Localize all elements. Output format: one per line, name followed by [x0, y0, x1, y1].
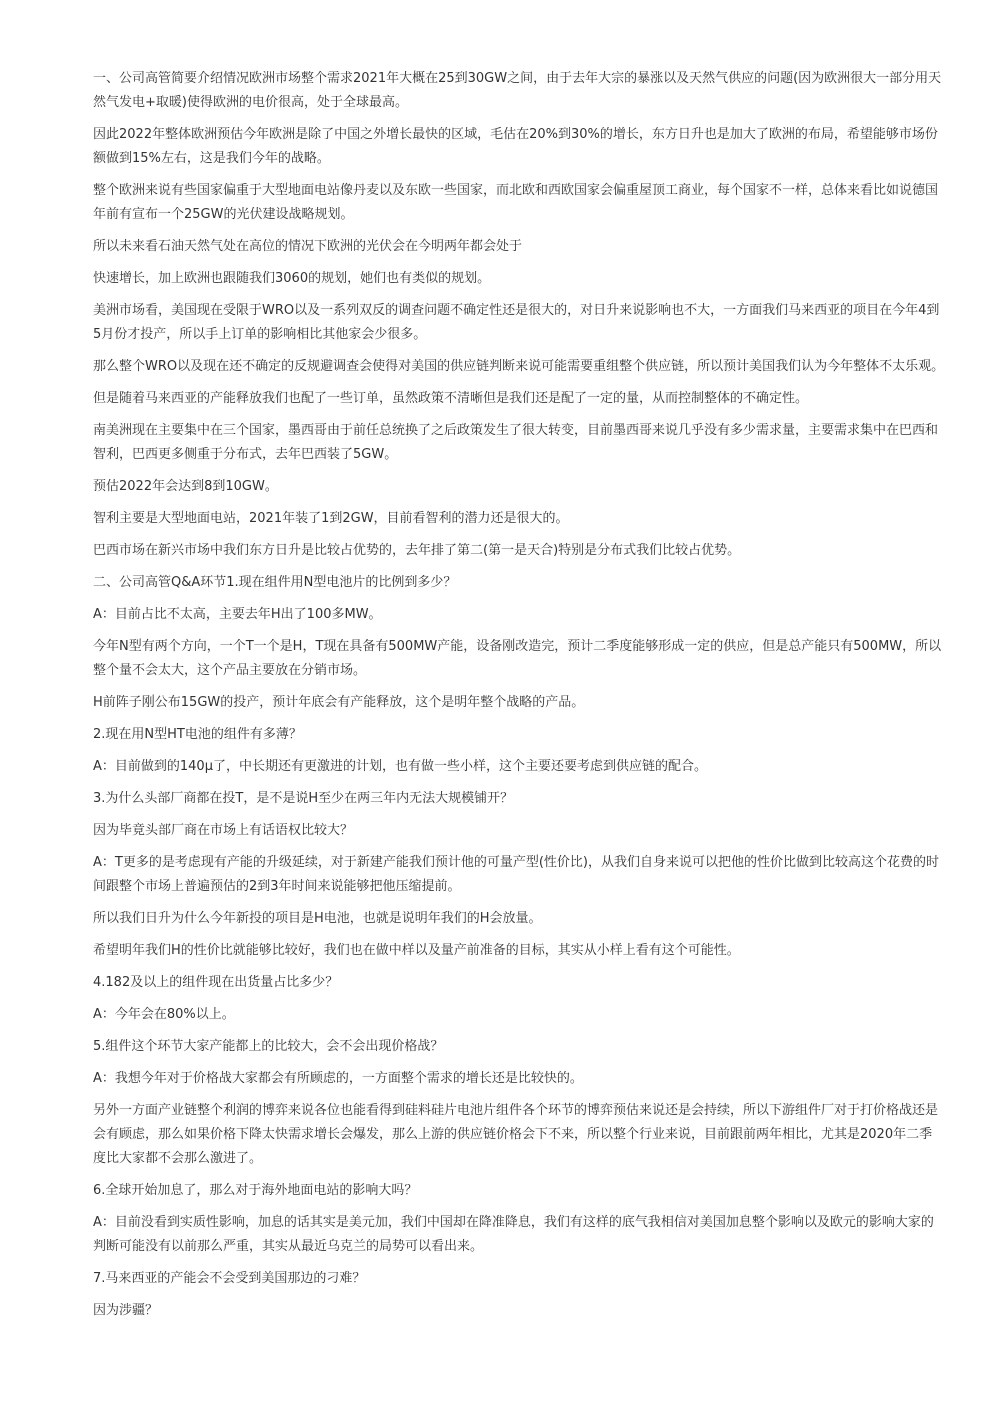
answer-1: A：目前占比不太高，主要去年H出了100多MW。 [93, 607, 382, 622]
question-3: 3.为什么头部厂商都在投T，是不是说H至少在两三年内无法大规模铺开？ [93, 791, 514, 806]
answer-2: A：目前做到的140μ了，中长期还有更激进的计划，也有做一些小样，这个主要还要考虑到供应链的配合。 [93, 759, 707, 774]
paragraph-7: 那么整个WRO以及现在还不确定的反规避调查会使得对美国的供应链判断来说可能需要重组整个供应链，所以预计美国我们认为今年整体不太乐观。 [93, 359, 945, 374]
paragraph-6: 美洲市场看，美国现在受限于WRO以及一系列双反的调查问题不确定性还是很大的，对日升来说影响也不大，一方面我们马来西亚的项目在今年4到5月份才投产，所以手上订单的影响相比其他家会少很多。 [93, 303, 940, 342]
document-body [93, 67, 945, 1331]
question-2: 2.现在用N型HT电池的组件有多薄？ [93, 727, 302, 742]
paragraph-23: 希望明年我们H的性价比就能够比较好，我们也在做中样以及量产前准备的目标，其实从小样上看有这个可能性。 [93, 943, 740, 958]
paragraph-3: 整个欧洲来说有些国家偏重于大型地面电站像丹麦以及东欧一些国家，而北欧和西欧国家会偏重屋顶工商业，每个国家不一样，总体来看比如说德国年前有宣布一个25GW的光伏建设战略规划。 [93, 183, 939, 222]
paragraph-8: 但是随着马来西亚的产能释放我们也配了一些订单，虽然政策不清晰但是我们还是配了一定的量，从而控制整体的不确定性。 [93, 391, 809, 406]
answer-3: A：T更多的是考虑现有产能的升级延续，对于新建产能我们预计他的可量产型(性价比)，从我们自身来说可以把他的性价比做到比较高这个花费的时间跟整个市场上普遍预估的2到3年时间来说能够把他压缩提前。 [93, 855, 939, 894]
paragraph-12: 巴西市场在新兴市场中我们东方日升是比较占优势的，去年排了第二(第一是天合)特别是分布式我们比较占优势。 [93, 543, 741, 558]
question-7-followup: 因为涉疆？ [93, 1303, 159, 1318]
question-5: 5.组件这个环节大家产能都上的比较大，会不会出现价格战？ [93, 1039, 444, 1054]
answer-4: A：今年会在80%以上。 [93, 1007, 235, 1022]
section-heading-qa: 二、公司高管Q&A环节1.现在组件用N型电池片的比例到多少？ [93, 575, 457, 590]
paragraph-10: 预估2022年会达到8到10GW。 [93, 479, 278, 494]
paragraph-16: H前阵子刚公布15GW的投产，预计年底会有产能释放，这个是明年整个战略的产品。 [93, 695, 585, 710]
paragraph-1: 一、公司高管简要介绍情况欧洲市场整个需求2021年大概在25到30GW之间，由于去年大宗的暴涨以及天然气供应的问题(因为欧洲很大一部分用天然气发电+取暖)使得欧洲的电价很高，处于全球最高。 [93, 71, 942, 110]
question-6: 6.全球开始加息了，那么对于海外地面电站的影响大吗？ [93, 1183, 418, 1198]
answer-5: A：我想今年对于价格战大家都会有所顾虑的，一方面整个需求的增长还是比较快的。 [93, 1071, 583, 1086]
paragraph-28: 另外一方面产业链整个利润的博弈来说各位也能看得到硅料硅片电池片组件各个环节的博弈预估来说还是会持续，所以下游组件厂对于打价格战还是会有顾虑，那么如果价格下降太快需求增长会爆发，那么上游的供应链价格会下不来，所以整个行业来说，目前跟前两年相比，尤其是2020年二季度比大家都不会那么激进了。 [93, 1103, 939, 1166]
paragraph-4: 所以未来看石油天然气处在高位的情况下欧洲的光伏会在今明两年都会处于 [93, 239, 523, 254]
question-7: 7.马来西亚的产能会不会受到美国那边的刁难？ [93, 1271, 366, 1286]
paragraph-5: 快速增长，加上欧洲也跟随我们3060的规划，她们也有类似的规划。 [93, 271, 491, 286]
paragraph-2: 因此2022年整体欧洲预估今年欧洲是除了中国之外增长最快的区域，毛估在20%到30%的增长，东方日升也是加大了欧洲的布局，希望能够市场份额做到15%左右，这是我们今年的战略。 [93, 127, 938, 166]
paragraph-15: 今年N型有两个方向，一个T一个是H，T现在具备有500MW产能，设备刚改造完，预计二季度能够形成一定的供应，但是总产能只有500MW，所以整个量不会太大，这个产品主要放在分销市场。 [93, 639, 942, 678]
paragraph-11: 智利主要是大型地面电站，2021年装了1到2GW，目前看智利的潜力还是很大的。 [93, 511, 569, 526]
question-4: 4.182及以上的组件现在出货量占比多少？ [93, 975, 339, 990]
paragraph-22: 所以我们日升为什么今年新投的项目是H电池，也就是说明年我们的H会放量。 [93, 911, 542, 926]
answer-6: A：目前没看到实质性影响，加息的话其实是美元加，我们中国却在降准降息，我们有这样的底气我相信对美国加息整个影响以及欧元的影响大家的判断可能没有以前那么严重，其实从最近乌克兰的局势可以看出来。 [93, 1215, 934, 1254]
question-3-followup: 因为毕竟头部厂商在市场上有话语权比较大？ [93, 823, 354, 838]
paragraph-9: 南美洲现在主要集中在三个国家，墨西哥由于前任总统换了之后政策发生了很大转变，目前墨西哥来说几乎没有多少需求量，主要需求集中在巴西和智利，巴西更多侧重于分布式，去年巴西装了5GW。 [93, 423, 939, 462]
